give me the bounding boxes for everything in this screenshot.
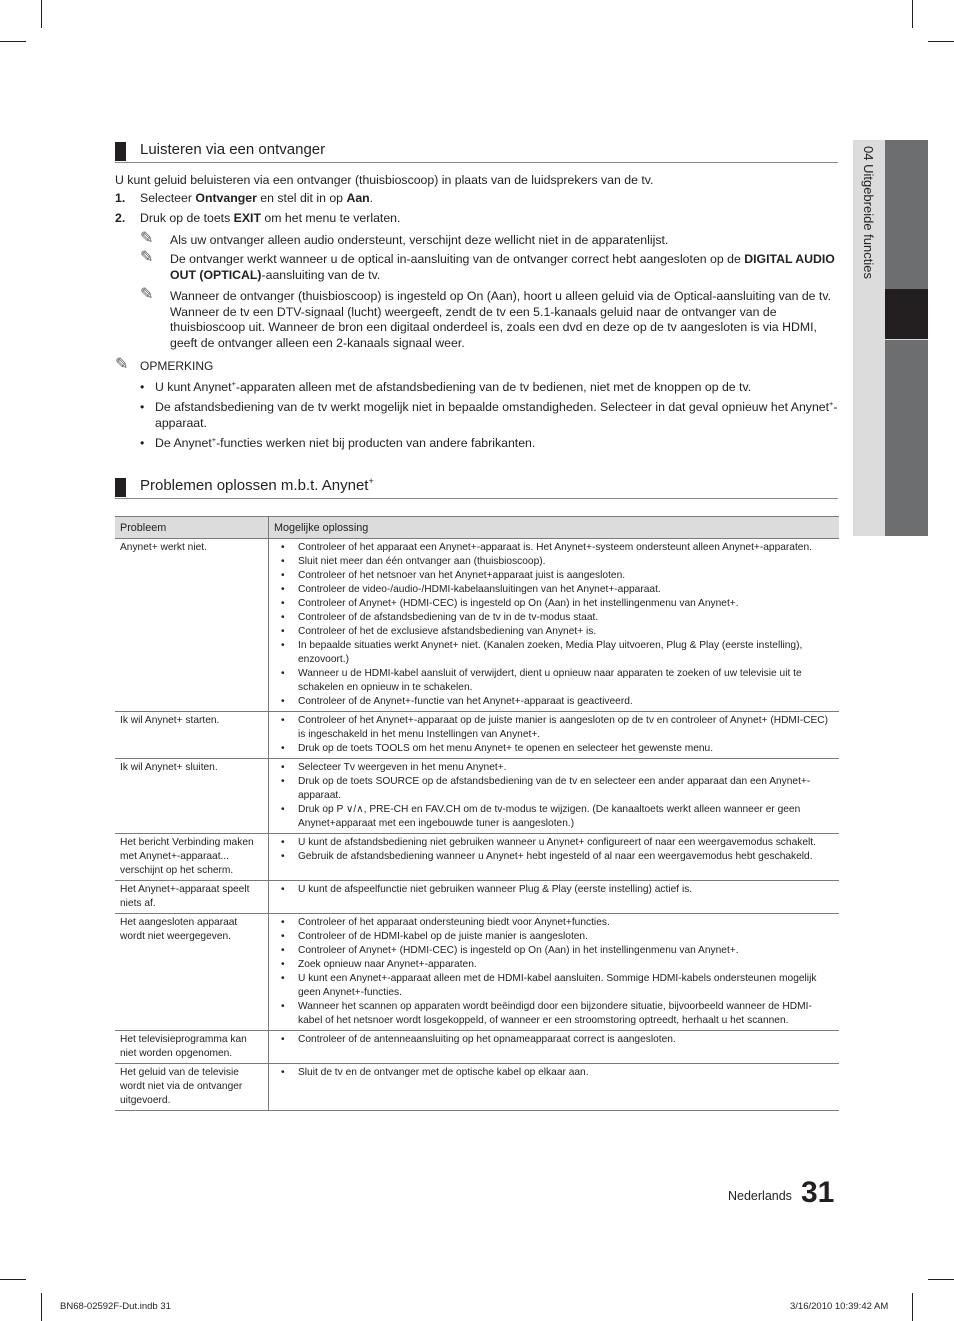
crop-mark xyxy=(928,41,954,42)
bullet-text: U kunt Anynet xyxy=(155,379,232,394)
step-text: en stel dit in op xyxy=(256,190,347,205)
chapter-label: 04 Uitgebreide functies xyxy=(861,146,876,279)
solution-list xyxy=(274,916,834,1028)
table-row xyxy=(115,539,839,712)
solution-list xyxy=(274,761,834,831)
step-number: 1. xyxy=(115,190,126,205)
pencil-icon: ✎ xyxy=(140,249,154,266)
problem-cell: Ik wil Anynet+ starten. xyxy=(115,712,269,759)
solution-item: • Controleer of de Anynet+-functie van het Anynet+-apparaat is geactiveerd. xyxy=(274,695,834,709)
solution-item: • Controleer of het netsnoer van het Anynet+apparaat juist is aangesloten. xyxy=(274,569,834,583)
solution-cell xyxy=(269,834,840,881)
solution-item: • Controleer of de antenneaansluiting op het opnameapparaat correct is aangesloten. xyxy=(274,1033,834,1047)
bullet-text: -apparaten alleen met de afstandsbediening van de tv bedienen, niet met de knoppen op de tv. xyxy=(235,379,752,394)
solution-cell xyxy=(269,1064,840,1111)
troubleshooting-table xyxy=(115,516,839,1111)
superscript-plus: + xyxy=(829,398,834,408)
bullet-text: De Anynet xyxy=(155,436,212,450)
solution-cell xyxy=(269,712,840,759)
step-keyword: Aan xyxy=(346,190,370,205)
step-text: Selecteer xyxy=(140,190,196,205)
solution-list xyxy=(274,1066,834,1080)
table-body xyxy=(115,539,839,1111)
crop-mark xyxy=(928,1279,954,1280)
step-text: . xyxy=(369,190,374,205)
intro-text: U kunt geluid beluisteren via een ontvanger (thuisbioscoop) in plaats van de luidsprekers van de tv. xyxy=(115,173,654,187)
remark-bullet xyxy=(115,400,840,431)
table-row xyxy=(115,881,839,914)
problem-cell: Het geluid van de televisie wordt niet via de ontvanger uitgevoerd. xyxy=(115,1064,269,1111)
print-imprint-file: BN68-02592F-Dut.indb 31 xyxy=(60,1301,171,1312)
problem-cell: Ik wil Anynet+ sluiten. xyxy=(115,759,269,834)
side-tab-divider xyxy=(885,339,928,340)
heading-bar-icon xyxy=(115,142,126,161)
table-row xyxy=(115,1031,839,1064)
pencil-icon: ✎ xyxy=(140,229,154,247)
problem-cell: Het bericht Verbinding maken met Anynet+-apparaat... verschijnt op het scherm. xyxy=(115,834,269,881)
column-header: Probleem xyxy=(115,517,269,539)
solution-item: • Druk op de toets TOOLS om het menu Anynet+ te openen en selecteer het gewenste menu. xyxy=(274,742,834,756)
solution-cell xyxy=(269,539,840,712)
problem-cell: Het televisieprogramma kan niet worden opgenomen. xyxy=(115,1031,269,1064)
section-title xyxy=(140,477,374,494)
page-number: 31 xyxy=(801,1176,835,1209)
step-number: 2. xyxy=(115,211,126,225)
bullet-icon: • xyxy=(140,400,145,414)
table-row xyxy=(115,1064,839,1111)
heading-bar-icon xyxy=(115,478,126,497)
table-row xyxy=(115,712,839,759)
step-text: Druk op de toets xyxy=(140,211,234,225)
side-tab-active-marker xyxy=(885,289,928,339)
solution-cell xyxy=(269,881,840,914)
solution-item: • Gebruik de afstandsbediening wanneer u Anynet+ hebt ingesteld of al naar een weergavemodus hebt geschakeld. xyxy=(274,850,834,864)
solution-item: • Controleer of het apparaat een Anynet+-apparaat is. Het Anynet+-systeem ondersteunt alleen Anynet+-apparaten. xyxy=(274,541,834,555)
bullet-icon: • xyxy=(140,436,145,450)
section-heading-receiver xyxy=(115,140,838,163)
section-title: Luisteren via een ontvanger xyxy=(140,141,326,158)
solution-item: • Zoek opnieuw naar Anynet+-apparaten. xyxy=(274,958,834,972)
solution-item: • Wanneer het scannen op apparaten wordt beëindigd door een bijzondere situatie, bijvoorbeeld wanneer de HDMI-kabel of het netsnoer wordt losgekoppeld, of wanneer er een stroomstoring optreedt, herhaalt u het scannen. xyxy=(274,1000,834,1028)
crop-mark xyxy=(41,0,42,28)
print-imprint-date: 3/16/2010 10:39:42 AM xyxy=(790,1301,889,1312)
table-header-row xyxy=(115,517,839,539)
table-row xyxy=(115,914,839,1031)
solution-item: • Controleer of de afstandsbediening van de tv in de tv-modus staat. xyxy=(274,611,834,625)
remark-heading xyxy=(115,356,840,375)
solution-item: • Druk op de toets SOURCE op de afstandsbediening van de tv en selecteer een ander apparaat dan een Anynet+-apparaat. xyxy=(274,775,834,803)
crop-mark xyxy=(41,1293,42,1321)
solution-item: • Wanneer u de HDMI-kabel aansluit of verwijdert, dient u opnieuw naar apparaten te zoeken of uw televisie uit te schakelen en opnieuw in te schakelen. xyxy=(274,667,834,695)
solution-item: • U kunt een Anynet+-apparaat alleen met de HDMI-kabel aansluiten. Sommige HDMI-kabels ondersteunen mogelijk geen Anynet+-functies. xyxy=(274,972,834,1000)
note-item xyxy=(115,286,840,351)
solution-item: • Sluit niet meer dan één ontvanger aan (thuisbioscoop). xyxy=(274,555,834,569)
solution-cell xyxy=(269,759,840,834)
step-keyword: EXIT xyxy=(233,211,261,225)
step-text: om het menu te verlaten. xyxy=(261,211,401,225)
solution-item: • Druk op P ∨/∧, PRE-CH en FAV.CH om de tv-modus te wijzigen. (De kanaaltoets werkt alleen wanneer er geen Anynet+apparaat met een ingebouwde tuner is aangesloten.) xyxy=(274,803,834,831)
problem-cell: Anynet+ werkt niet. xyxy=(115,539,269,712)
note-text: -aansluiting van de tv. xyxy=(261,267,381,282)
solution-cell xyxy=(269,1031,840,1064)
solution-item: • In bepaalde situaties werkt Anynet+ niet. (Kanalen zoeken, Media Play uitvoeren, Plug & Play (eerste instelling), enzovoort.) xyxy=(274,639,834,667)
superscript-plus: + xyxy=(368,476,374,486)
remark-label: OPMERKING xyxy=(140,359,214,373)
bullet-icon: • xyxy=(140,379,145,394)
solution-list xyxy=(274,883,834,897)
solution-item: • Selecteer Tv weergeven in het menu Anynet+. xyxy=(274,761,834,775)
column-header: Mogelijke oplossing xyxy=(269,517,840,539)
step-1 xyxy=(115,191,840,207)
crop-mark xyxy=(0,1279,26,1280)
note-text: Wanneer de ontvanger (thuisbioscoop) is ingesteld op On (Aan), hoort u alleen geluid via de Optical-aansluiting van de tv. Wanneer de tv een DTV-signaal (lucht) weergeeft, zendt de tv een 5.1-kanaals geluid naar de ontvanger van de thuisbioscoop uit. Wanneer de bron een digitaal onderdeel is, zoals een dvd en deze op de tv aangesloten is via HDMI, geeft de ontvanger alleen een 2-kanaals signaal weer. xyxy=(170,289,832,350)
solution-item: • Controleer of het apparaat ondersteuning biedt voor Anynet+functies. xyxy=(274,916,834,930)
solution-list xyxy=(274,836,834,864)
solution-item: • Sluit de tv en de ontvanger met de optische kabel op elkaar aan. xyxy=(274,1066,834,1080)
solution-item: • U kunt de afstandsbediening niet gebruiken wanneer u Anynet+ configureert of naar een weergavemodus schakelt. xyxy=(274,836,834,850)
crop-mark xyxy=(912,0,913,28)
section-title-text: Problemen oplossen m.b.t. Anynet xyxy=(140,477,369,494)
problem-cell: Het Anynet+-apparaat speelt niets af. xyxy=(115,881,269,914)
step-2 xyxy=(115,211,840,227)
note-keyword: DIGITAL AUDIO OUT (OPTICAL) xyxy=(170,252,835,282)
crop-mark xyxy=(0,41,26,42)
section-receiver-body xyxy=(115,173,840,452)
superscript-plus: + xyxy=(211,434,217,444)
note-text: De ontvanger werkt wanneer u de optical in-aansluiting van de ontvanger correct hebt aangesloten op de xyxy=(170,252,745,266)
bullet-text: -functies werken niet bij producten van andere fabrikanten. xyxy=(216,436,536,450)
solution-item: • Controleer of Anynet+ (HDMI-CEC) is ingesteld op On (Aan) in het instellingenmenu van Anynet+. xyxy=(274,944,834,958)
note-text: Als uw ontvanger alleen audio ondersteunt, verschijnt deze wellicht niet in de apparatenlijst. xyxy=(170,232,669,247)
pencil-icon: ✎ xyxy=(140,286,154,303)
remark-bullet xyxy=(115,436,840,452)
note-item xyxy=(115,249,840,283)
table-row xyxy=(115,759,839,834)
superscript-plus: + xyxy=(231,378,236,388)
note-item xyxy=(115,229,840,249)
solution-item: • Controleer of het de exclusieve afstandsbediening van Anynet+ is. xyxy=(274,625,834,639)
solution-item: • U kunt de afspeelfunctie niet gebruiken wanneer Plug & Play (eerste instelling) actief is. xyxy=(274,883,834,897)
pencil-icon: ✎ xyxy=(115,356,129,373)
bullet-text: De afstandsbediening van de tv werkt mogelijk niet in bepaalde omstandigheden. Selecteer in dat geval opnieuw het Anynet xyxy=(155,400,830,414)
step-keyword: Ontvanger xyxy=(195,190,257,205)
crop-mark xyxy=(912,1293,913,1321)
section-heading-troubleshooting xyxy=(115,476,838,499)
solution-item: • Controleer of de HDMI-kabel op de juiste manier is aangesloten. xyxy=(274,930,834,944)
solution-list xyxy=(274,1033,834,1047)
solution-list xyxy=(274,541,834,709)
solution-item: • Controleer of Anynet+ (HDMI-CEC) is ingesteld op On (Aan) in het instellingenmenu van Anynet+. xyxy=(274,597,834,611)
solution-cell xyxy=(269,914,840,1031)
remark-bullet xyxy=(115,380,840,396)
table-row xyxy=(115,834,839,881)
solution-item: • Controleer de video-/audio-/HDMI-kabelaansluitingen van het Anynet+-apparaat. xyxy=(274,583,834,597)
solution-list xyxy=(274,714,834,756)
problem-cell: Het aangesloten apparaat wordt niet weergegeven. xyxy=(115,914,269,1031)
bullet-text: -apparaat. xyxy=(155,400,838,430)
solution-item: • Controleer of het Anynet+-apparaat op de juiste manier is aangesloten op de tv en controleer of Anynet+ (HDMI-CEC) is ingeschakeld in het menu Instellingen van Anynet+. xyxy=(274,714,834,742)
footer-language: Nederlands xyxy=(728,1189,792,1203)
